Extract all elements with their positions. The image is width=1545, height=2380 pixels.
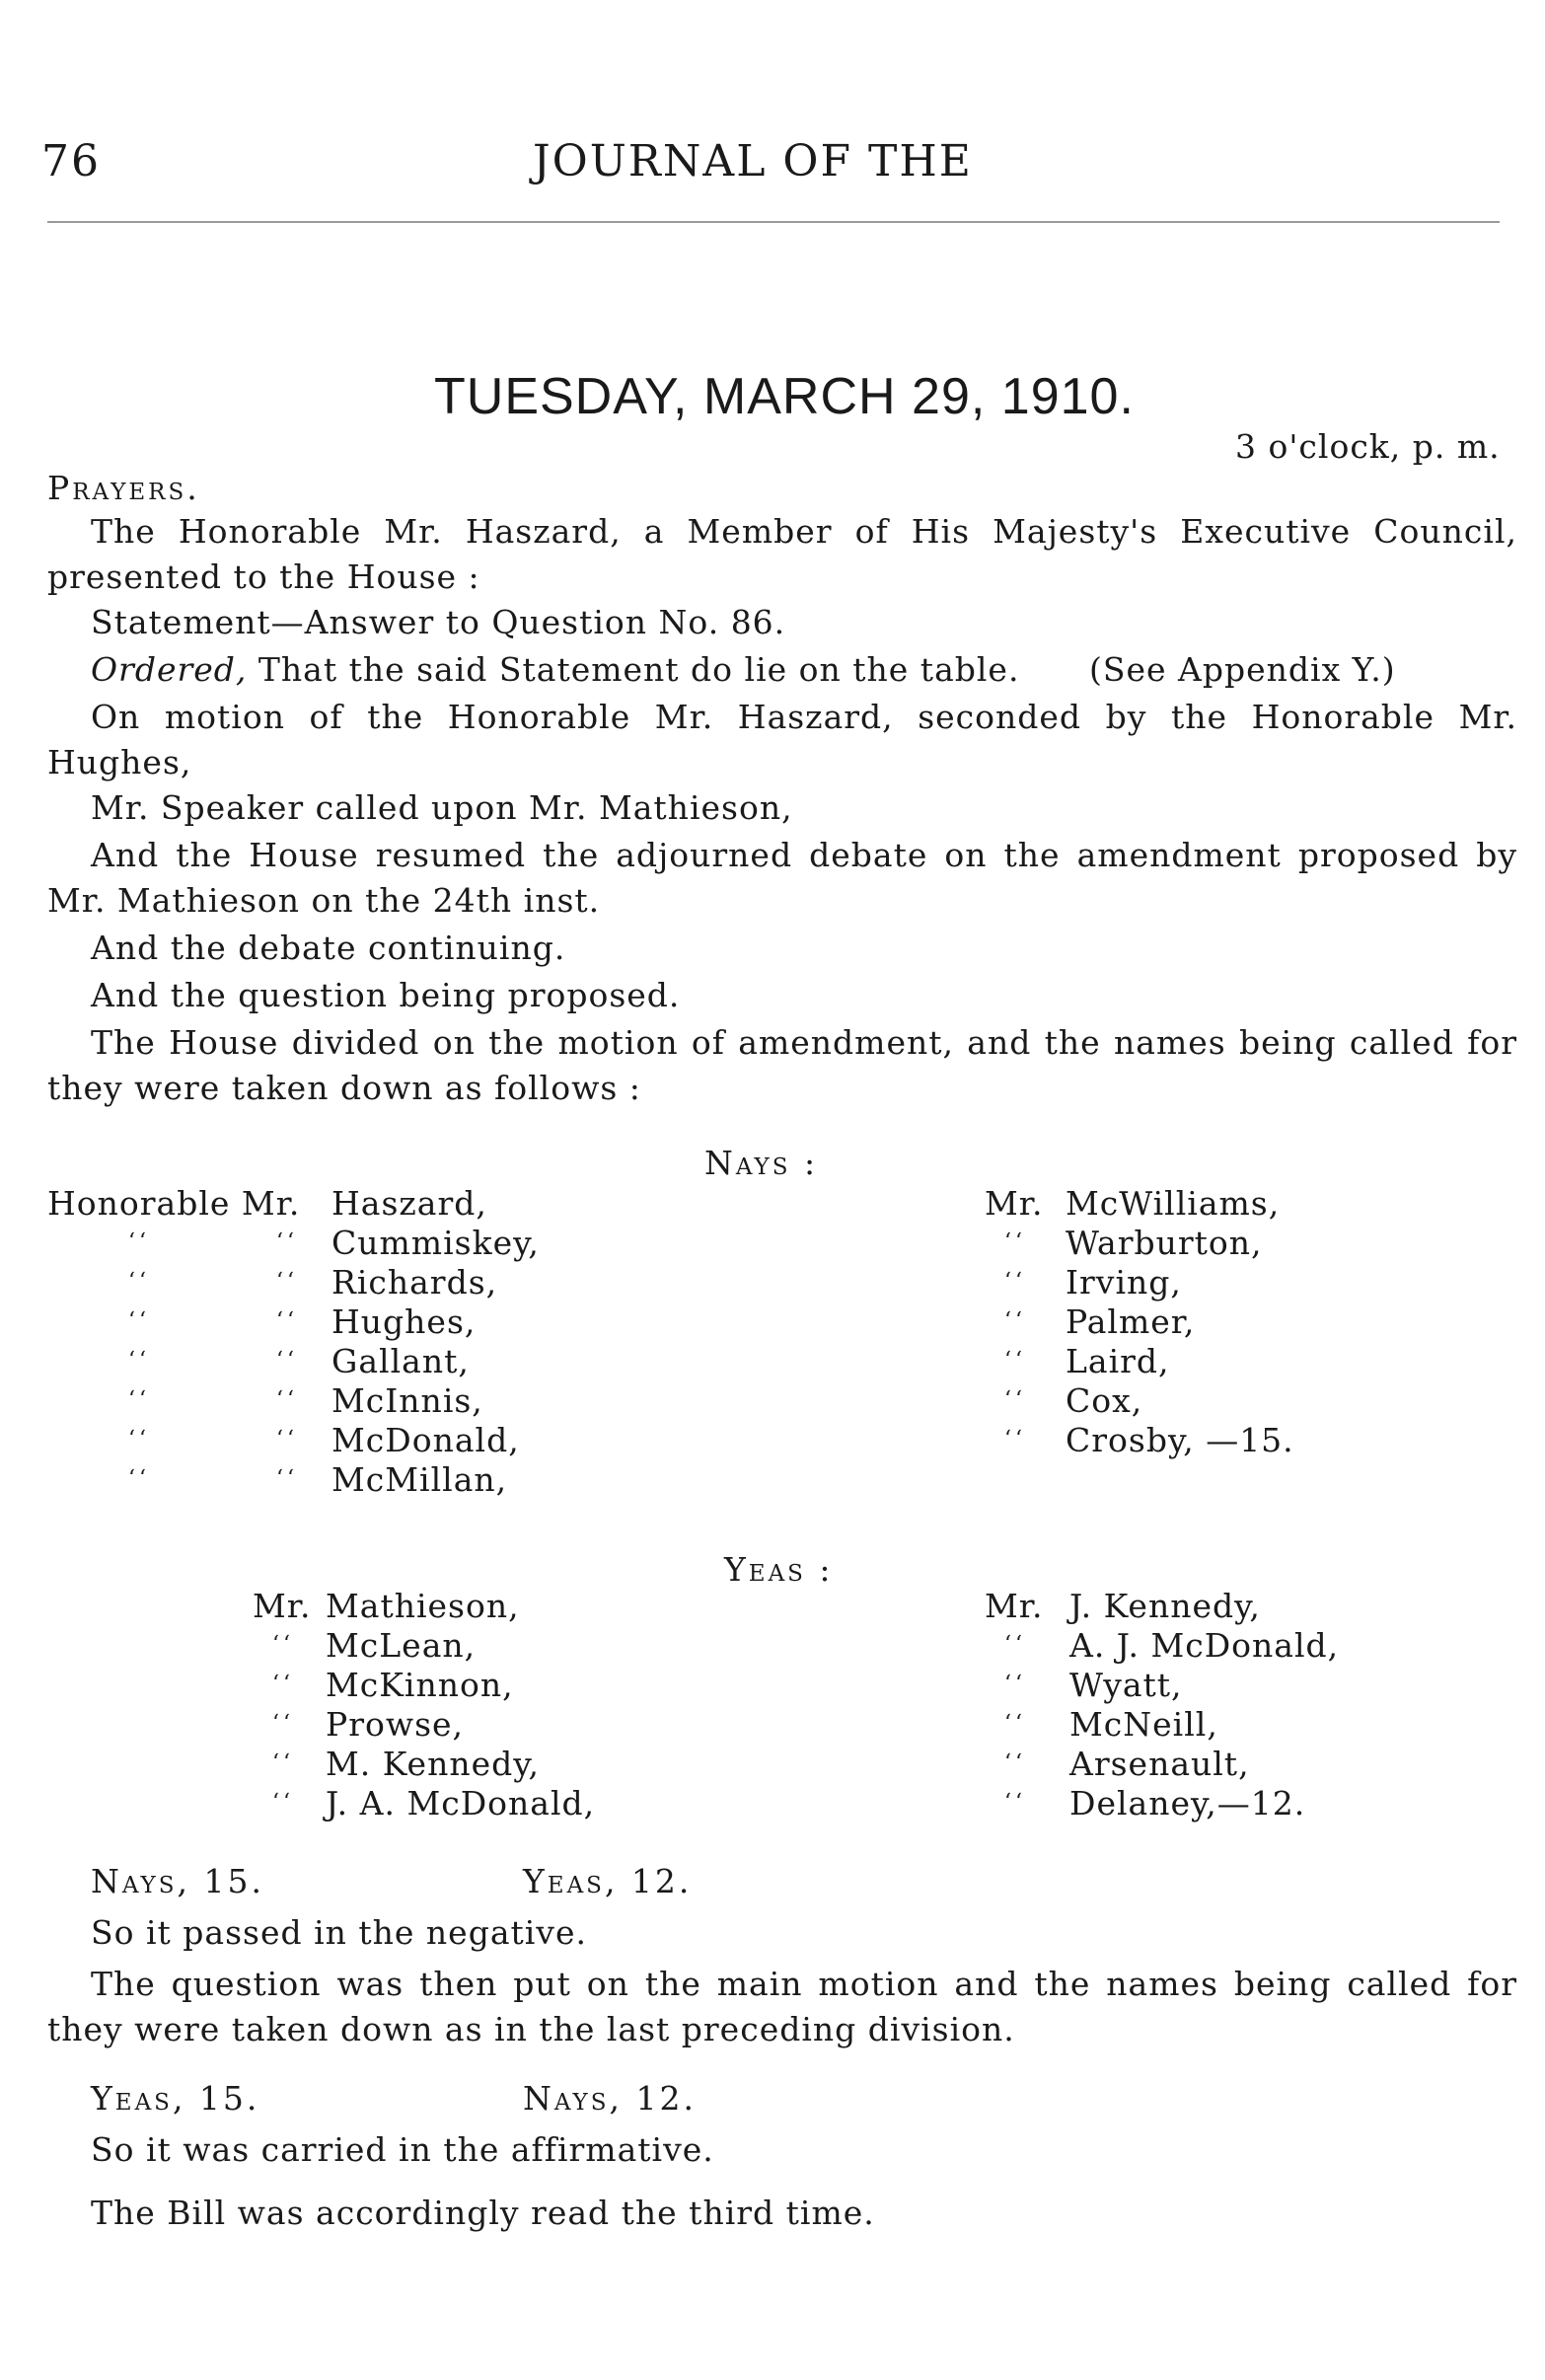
nays_division-right-member: McWilliams, xyxy=(1066,1184,1281,1223)
nays_division-right-member: Crosby, —15. xyxy=(1066,1421,1294,1459)
yeas_division-left-member: Mathieson, xyxy=(326,1587,520,1625)
ditto-mark: ‘‘ xyxy=(276,1269,298,1294)
yeas_division-right-member: Arsenault, xyxy=(1069,1745,1250,1783)
ditto-mark: ‘‘ xyxy=(276,1348,298,1373)
yeas_division-right-member: J. Kennedy, xyxy=(1069,1587,1261,1625)
ditto-mark: ‘‘ xyxy=(272,1672,294,1696)
yeas_division-left-prefix: Mr. xyxy=(253,1587,312,1625)
nays_division-left-member: Cummiskey, xyxy=(331,1224,540,1262)
paragraph-motion: On motion of the Honorable Mr. Haszard, seconded by the Honorable Mr. Hughes, xyxy=(47,698,1517,781)
nays_division-right-prefix: Mr. xyxy=(985,1184,1044,1223)
yeas_division-right-member: Delaney,—12. xyxy=(1069,1784,1306,1822)
ditto-mark: ‘‘ xyxy=(272,1632,294,1657)
appendix-reference: (See Appendix Y.) xyxy=(1089,650,1396,689)
ditto-mark: ‘‘ xyxy=(128,1308,150,1333)
ditto-mark: ‘‘ xyxy=(1004,1308,1026,1333)
ditto-mark: ‘‘ xyxy=(276,1229,298,1254)
nays_division-left-member: Hughes, xyxy=(331,1302,477,1341)
nays_division-left-member: McDonald, xyxy=(331,1421,520,1459)
ditto-mark: ‘‘ xyxy=(276,1308,298,1333)
yeas_division-left-member: Prowse, xyxy=(326,1705,465,1744)
page-number: 76 xyxy=(41,136,101,186)
nays_division-left-member: McInnis, xyxy=(331,1381,483,1420)
nays_division-left-member: Richards, xyxy=(331,1263,498,1302)
paragraph-question-proposed: And the question being proposed. xyxy=(91,976,681,1014)
nays_division-left-prefix: Honorable Mr. xyxy=(47,1184,301,1223)
ditto-mark: ‘‘ xyxy=(276,1387,298,1412)
ditto-mark: ‘‘ xyxy=(128,1466,150,1491)
yeas_division-right-member: Wyatt, xyxy=(1069,1666,1183,1704)
result-affirmative: So it was carried in the affirmative. xyxy=(91,2130,714,2169)
ditto-mark: ‘‘ xyxy=(1004,1632,1026,1657)
ditto-mark: ‘‘ xyxy=(272,1711,294,1736)
ditto-mark: ‘‘ xyxy=(128,1269,150,1294)
nays_division-right-member: Cox, xyxy=(1066,1381,1143,1420)
sitting-time: 3 o'clock, p. m. xyxy=(1235,427,1501,466)
paragraph-statement: Statement—Answer to Question No. 86. xyxy=(91,603,786,641)
tally-nays-second: Nays, 12. xyxy=(523,2079,697,2118)
nays_division-right-member: Irving, xyxy=(1066,1263,1182,1302)
closing-line: The Bill was accordingly read the third time. xyxy=(91,2194,875,2232)
prayers-label: Prayers. xyxy=(47,469,200,507)
yeas_division-left-member: McKinnon, xyxy=(326,1666,514,1704)
ditto-mark: ‘‘ xyxy=(1004,1387,1026,1412)
paragraph-speaker: Mr. Speaker called upon Mr. Mathieson, xyxy=(91,788,793,827)
nays-heading: Nays : xyxy=(704,1144,819,1182)
ordered-label: Ordered, xyxy=(91,650,248,689)
nays_division-right-member: Laird, xyxy=(1066,1342,1170,1380)
ditto-mark: ‘‘ xyxy=(272,1790,294,1815)
running-title: JOURNAL OF THE xyxy=(533,136,973,186)
paragraph-debate-resumed: And the House resumed the adjourned debate on the amendment proposed by Mr. Mathieson on the 24th inst. xyxy=(47,836,1517,920)
yeas-heading: Yeas : xyxy=(724,1550,834,1589)
paragraph-debate-continuing: And the debate continuing. xyxy=(91,929,566,967)
ditto-mark: ‘‘ xyxy=(1004,1348,1026,1373)
ditto-mark: ‘‘ xyxy=(1004,1229,1026,1254)
ditto-mark: ‘‘ xyxy=(1004,1790,1026,1815)
ditto-mark: ‘‘ xyxy=(1004,1750,1026,1775)
paragraph-division: The House divided on the motion of amendment, and the names being called for they were taken down as follows : xyxy=(47,1023,1517,1107)
header-rule xyxy=(47,221,1500,223)
tally-yeas-second: Yeas, 15. xyxy=(91,2079,260,2118)
yeas_division-left-member: M. Kennedy, xyxy=(326,1745,540,1783)
ditto-mark: ‘‘ xyxy=(128,1348,150,1373)
ditto-mark: ‘‘ xyxy=(1004,1427,1026,1451)
ditto-mark: ‘‘ xyxy=(128,1387,150,1412)
date-heading: TUESDAY, MARCH 29, 1910. xyxy=(434,368,1135,425)
ditto-mark: ‘‘ xyxy=(276,1466,298,1491)
paragraph-main-motion: The question was then put on the main motion and the names being called for they were taken down as in the last preceding division. xyxy=(47,1965,1517,2048)
paragraph-presented: The Honorable Mr. Haszard, a Member of His Majesty's Executive Council, presented to the House : xyxy=(47,512,1517,596)
ditto-mark: ‘‘ xyxy=(272,1750,294,1775)
yeas_division-right-member: McNeill, xyxy=(1069,1705,1218,1744)
tally-nays-first: Nays, 15. xyxy=(91,1862,264,1900)
yeas_division-right-member: A. J. McDonald, xyxy=(1069,1626,1340,1665)
nays_division-right-member: Palmer, xyxy=(1066,1302,1196,1341)
result-negative: So it passed in the negative. xyxy=(91,1913,587,1952)
ditto-mark: ‘‘ xyxy=(276,1427,298,1451)
nays_division-left-member: McMillan, xyxy=(331,1460,508,1499)
nays_division-left-member: Haszard, xyxy=(331,1184,487,1223)
ditto-mark: ‘‘ xyxy=(1004,1672,1026,1696)
yeas_division-left-member: McLean, xyxy=(326,1626,477,1665)
yeas_division-left-member: J. A. McDonald, xyxy=(326,1784,596,1822)
tally-yeas-first: Yeas, 12. xyxy=(523,1862,693,1900)
yeas_division-right-prefix: Mr. xyxy=(985,1587,1044,1625)
nays_division-right-member: Warburton, xyxy=(1066,1224,1263,1262)
ditto-mark: ‘‘ xyxy=(1004,1711,1026,1736)
ditto-mark: ‘‘ xyxy=(1004,1269,1026,1294)
ordered-text: That the said Statement do lie on the table. xyxy=(247,650,1020,689)
ditto-mark: ‘‘ xyxy=(128,1229,150,1254)
ditto-mark: ‘‘ xyxy=(128,1427,150,1451)
nays_division-left-member: Gallant, xyxy=(331,1342,470,1380)
